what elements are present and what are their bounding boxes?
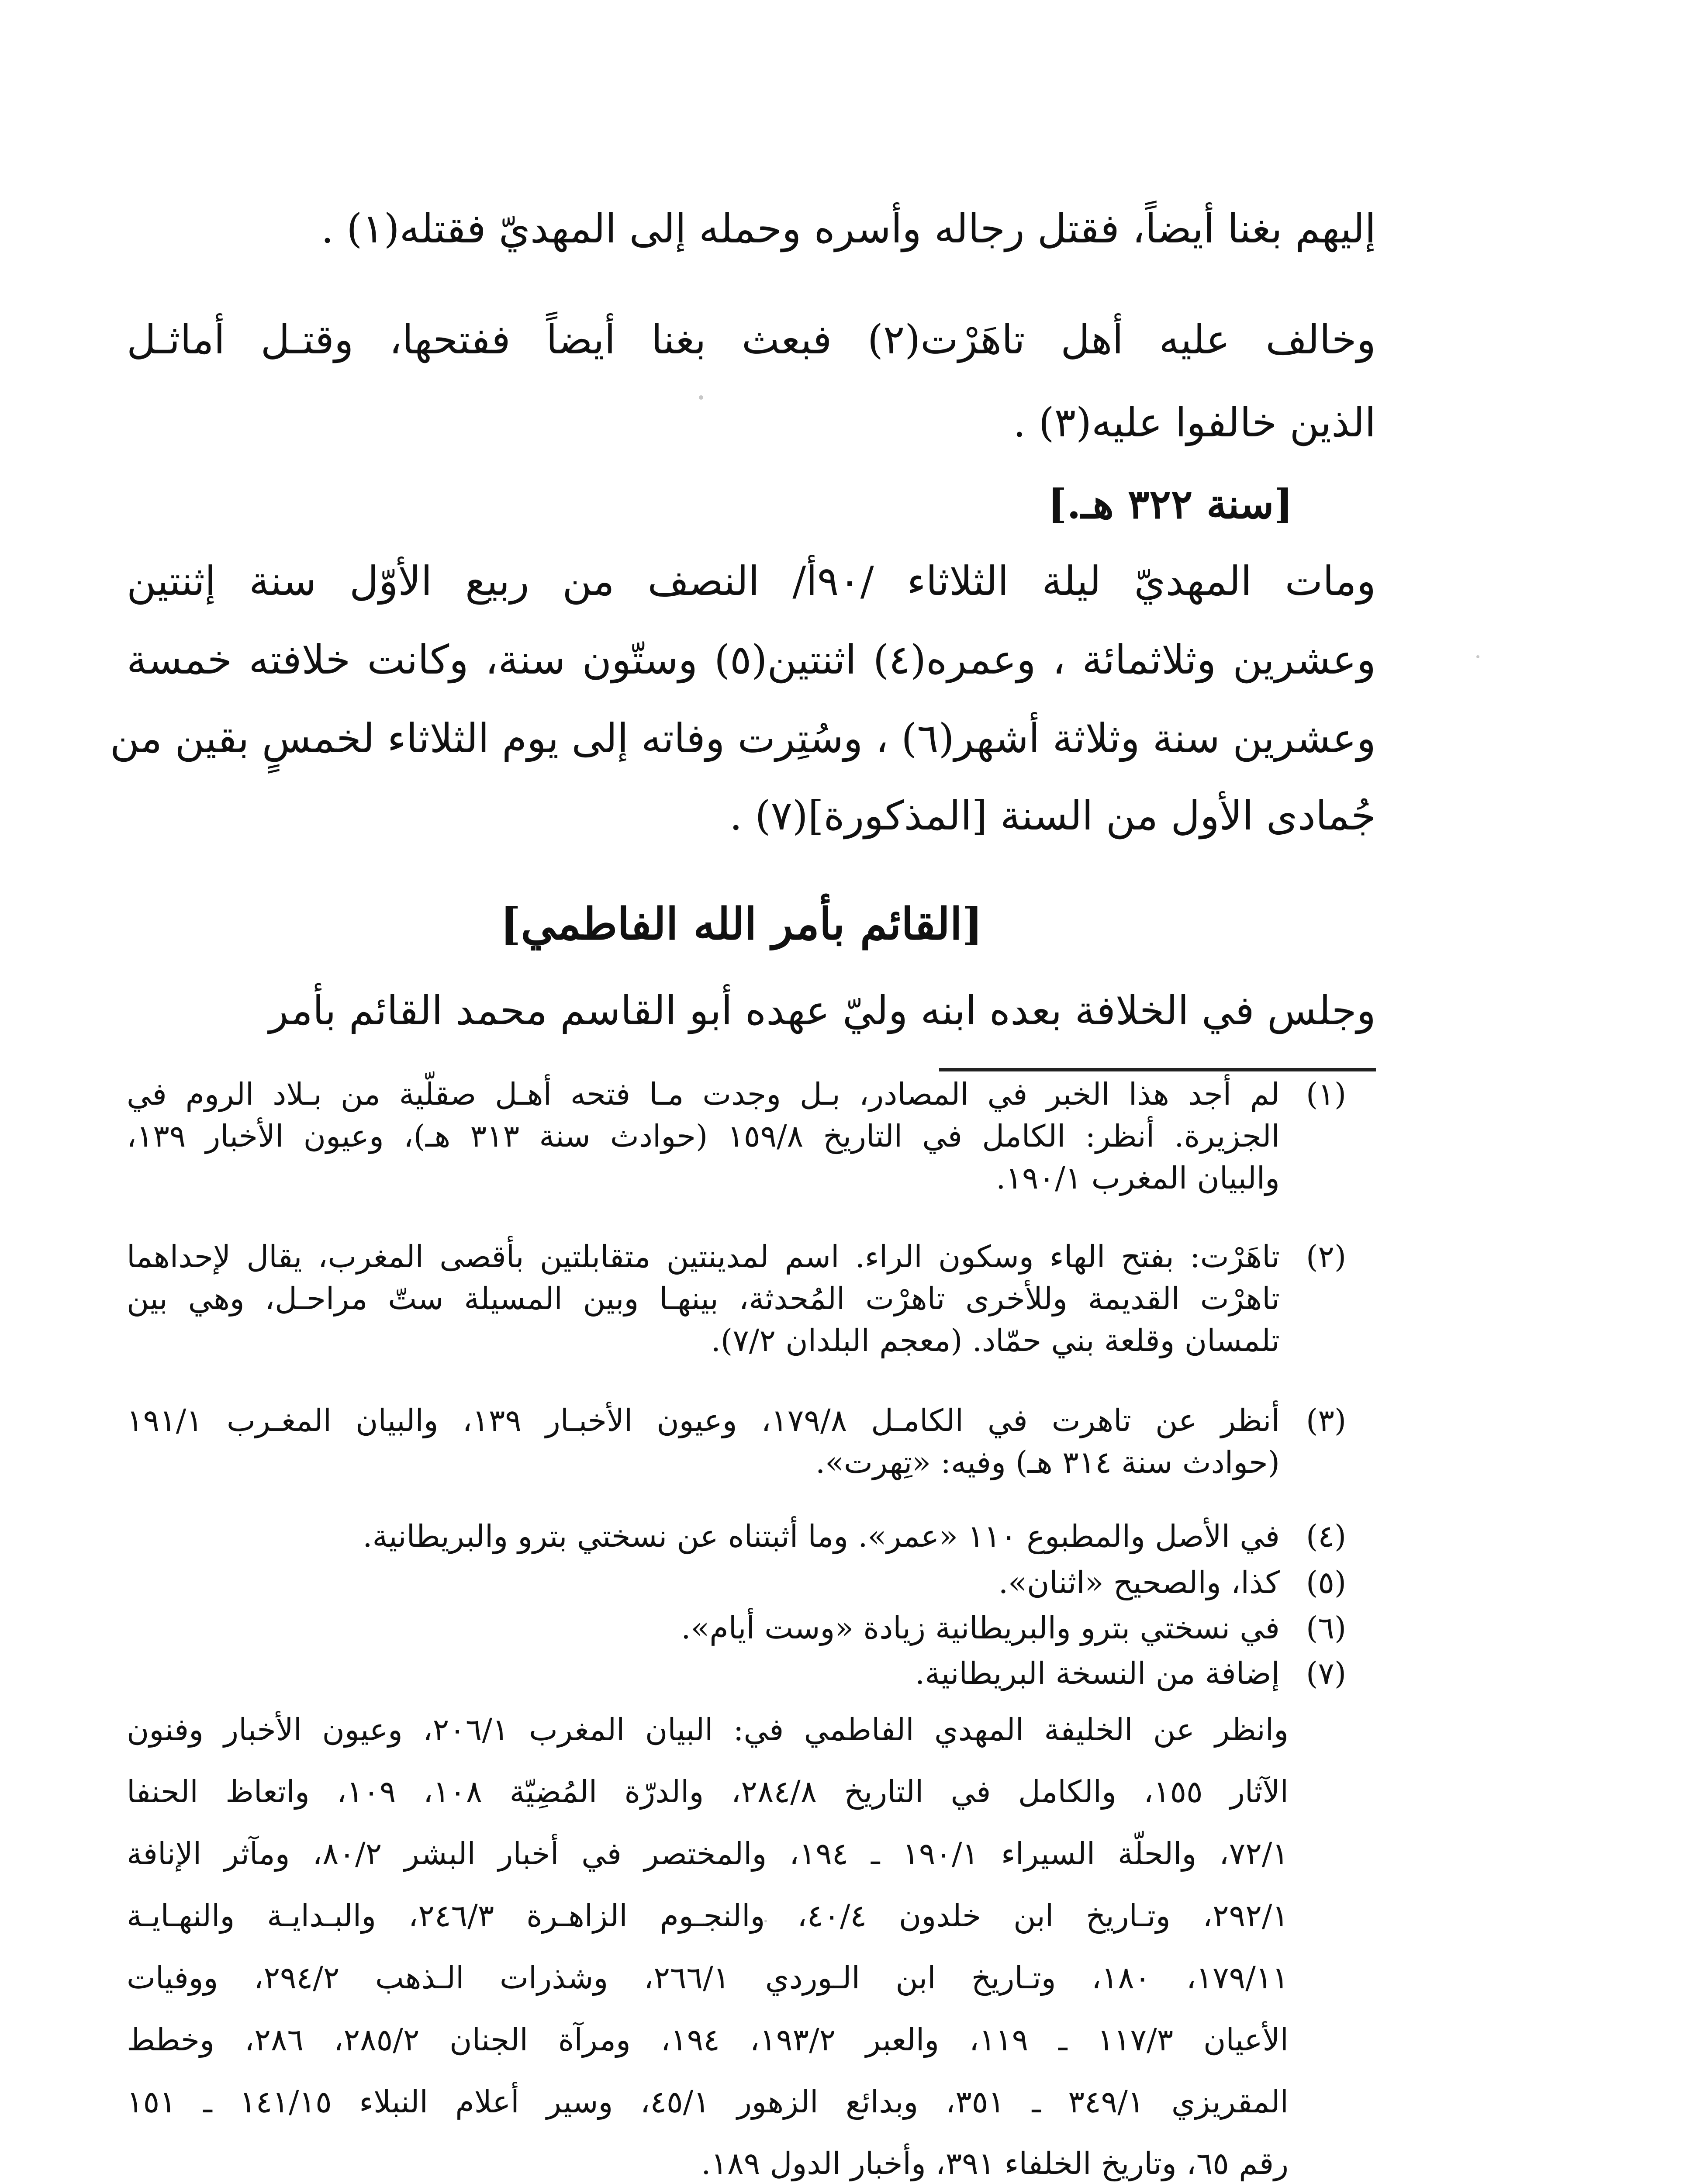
footnote-number: (٢) [1306,1239,1347,1275]
footnote-1 [127,1076,1376,1197]
bibliography-line: ٧٢/١، والحلّة السيراء ١٩٠/١ ـ ١٩٤، والمختصر في أخبار البشر ٨٠/٢، ومآثر الإنافة [127,1836,1289,1872]
footnote-number: (٦) [1306,1610,1347,1646]
year-heading: [سنة ٣٢٢ هـ.] [1047,480,1293,528]
footnote-7 [127,1655,1376,1697]
footnote-number: (٥) [1306,1565,1347,1600]
footnote-number: (٤) [1306,1518,1347,1554]
paper-speck [764,1920,767,1922]
main-text-line: وعشرين وثلاثمائة ، وعمره(٤) اثنتين(٥) وستّون سنة، وكانت خلافته خمسة [127,636,1376,683]
footnote-number: (٧) [1306,1655,1347,1691]
paper-speck [1476,655,1479,658]
footnote-5 [127,1567,1376,1607]
main-text-line: إليهم بغنا أيضاً، فقتل رجاله وأسره وحمله إلى المهديّ فقتله(١) . [321,205,1376,252]
paper-speck [699,395,703,400]
section-first-line: وجلس في الخلافة بعده ابنه وليّ عهده أبو القاسم محمد القائم بأمر [269,987,1376,1034]
section-heading: [القائم بأمر الله الفاطمي] [500,898,983,950]
bibliography-line: ١٧٩/١١، ١٨٠، وتـاريخ ابن الـوردي ٢٦٦/١، وشذرات الـذهب ٢٩٤/٢، ووفيات [127,1960,1289,1996]
footnote-line: الجزيرة. أنظر: الكامل في التاريخ ١٥٩/٨ (حوادث سنة ٣١٣ هـ)، وعيون الأخبار ١٣٩، [127,1118,1280,1154]
footnote-6 [127,1610,1376,1652]
footnote-separator [939,1068,1376,1071]
footnote-line: تلمسان وقلعة بني حمّاد. (معجم البلدان ٧/٢). [711,1323,1280,1358]
main-text-line: ومات المهديّ ليلة الثلاثاء /٩٠أ/ النصف من ربيع الأوّل سنة إثنتين [127,558,1376,605]
bibliography-line: المقريزي ٣٤٩/١ ـ ٣٥١، وبدائع الزهور ٤٥/١، وسير أعلام النبلاء ١٤١/١٥ ـ ١٥١ [127,2084,1289,2120]
footnote-line: لم أجد هذا الخبر في المصادر، بـل وجدت مـا فتحه أهـل صقلّية من بـلاد الروم في [127,1076,1280,1112]
footnote-line: تاهَرْت: بفتح الهاء وسكون الراء. اسم لمدينتين متقابلتين بأقصى المغرب، يقال لإحداهما [127,1239,1280,1275]
footnote-line: إضافة من النسخة البريطانية. [915,1655,1280,1691]
footnote-3 [127,1405,1376,1484]
footnote-4 [127,1518,1376,1560]
footnote-line: (حوادث سنة ٣١٤ هـ) وفيه: «تِهرت». [815,1444,1280,1480]
bibliography-line: وانظر عن الخليفة المهدي الفاطمي في: البيان المغرب ٢٠٦/١، وعيون الأخبار وفنون [127,1712,1289,1748]
footnote-number: (٣) [1306,1403,1347,1438]
bibliography-line: ٢٩٢/١، وتـاريخ ابن خلدون ٤٠/٤، والنجـوم الزاهـرة ٢٤٦/٣، والبـدايـة والنهـايـة [127,1898,1289,1934]
bibliography-line: الأعيان ١١٧/٣ ـ ١١٩، والعبر ١٩٣/٢، ١٩٤، ومرآة الجنان ٢٨٥/٢، ٢٨٦، وخطط [127,2022,1289,2058]
footnote-line: أنظر عن تاهرت في الكامـل ١٧٩/٨، وعيون الأخبـار ١٣٩، والبيان المغـرب ١٩١/١ [127,1403,1280,1438]
footnote-line: في الأصل والمطبوع ١١٠ «عمر». وما أثبتناه عن نسختي بترو والبريطانية. [363,1518,1280,1554]
footnote-line: في نسختي بترو والبريطانية زيادة «وست أيام». [681,1610,1280,1646]
footnote-line: كذا، والصحيح «اثنان». [998,1565,1280,1600]
main-text-line: وخالف عليه أهل تاهَرْت(٢) فبعث بغنا أيضاً ففتحها، وقتـل أماثـل [127,316,1376,363]
bibliography-line: الآثار ١٥٥، والكامل في التاريخ ٢٨٤/٨، والدرّة المُضِيّة ١٠٨، ١٠٩، واتعاظ الحنفا [127,1774,1289,1810]
footnote-line: والبيان المغرب ١٩٠/١. [996,1160,1280,1196]
footnote-line: تاهرْت القديمة وللأخرى تاهرْت المُحدثة، بينهـا وبين المسيلة ستّ مراحـل، وهي بين [127,1281,1280,1317]
footnote-number: (١) [1306,1076,1347,1112]
main-text-line: الذين خالفوا عليه(٣) . [1013,399,1376,446]
bibliography-line: رقم ٦٥، وتاريخ الخلفاء ٣٩١، وأخبار الدول ١٨٩. [701,2146,1289,2181]
main-text-line: جُمادى الأول من السنة [المذكورة](٧) . [729,792,1376,839]
main-text-line: وعشرين سنة وثلاثة أشهر(٦) ، وسُتِرت وفاته إلى يوم الثلاثاء لخمسٍ بقين من [110,715,1376,762]
footnote-2 [127,1241,1376,1359]
